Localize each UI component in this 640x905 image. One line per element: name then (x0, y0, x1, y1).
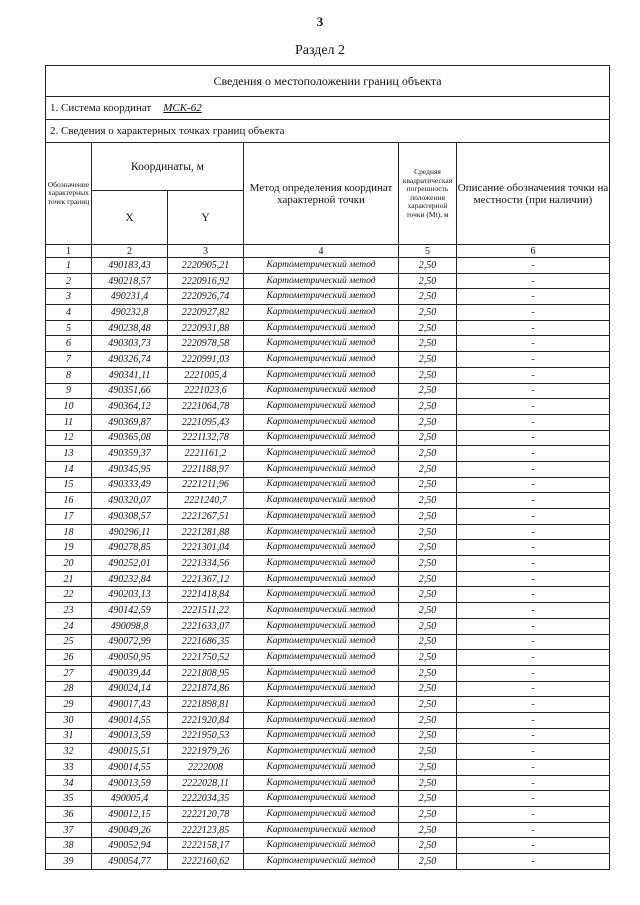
table-row (46, 728, 610, 744)
x-coordinate-cell: 490231,4 (92, 289, 168, 305)
description-cell: - (457, 728, 610, 744)
method-cell: Картометрический метод (244, 509, 399, 525)
x-coordinate-cell: 490072,99 (92, 634, 168, 650)
point-number-cell: 34 (46, 775, 92, 791)
method-cell: Картометрический метод (244, 305, 399, 321)
x-coordinate-cell: 490218,57 (92, 273, 168, 289)
point-number-cell: 30 (46, 712, 92, 728)
x-coordinate-cell: 490326,74 (92, 352, 168, 368)
x-coordinate-cell: 490232,84 (92, 571, 168, 587)
method-cell: Картометрический метод (244, 650, 399, 666)
method-cell: Картометрический метод (244, 430, 399, 446)
table-row (46, 665, 610, 681)
y-coordinate-cell: 2221750,52 (168, 650, 244, 666)
table-row (46, 414, 610, 430)
x-coordinate-cell: 490369,87 (92, 414, 168, 430)
description-cell: - (457, 383, 610, 399)
y-coordinate-cell: 2221334,56 (168, 556, 244, 572)
y-coordinate-cell: 2221005,4 (168, 367, 244, 383)
x-coordinate-cell: 490341,11 (92, 367, 168, 383)
y-coordinate-cell: 2221240,7 (168, 493, 244, 509)
y-coordinate-cell: 2221418,84 (168, 587, 244, 603)
y-coordinate-cell: 2222120,78 (168, 807, 244, 823)
section-title: Раздел 2 (294, 43, 346, 58)
description-cell: - (457, 399, 610, 415)
method-cell: Картометрический метод (244, 493, 399, 509)
header-y: Y (168, 191, 244, 245)
x-coordinate-cell: 490017,43 (92, 697, 168, 713)
error-cell: 2,50 (399, 775, 457, 791)
method-cell: Картометрический метод (244, 258, 399, 274)
y-coordinate-cell: 2221095,43 (168, 414, 244, 430)
y-coordinate-cell: 2221808,95 (168, 665, 244, 681)
method-cell: Картометрический метод (244, 367, 399, 383)
description-cell: - (457, 430, 610, 446)
point-number-cell: 8 (46, 367, 92, 383)
description-cell: - (457, 791, 610, 807)
error-cell: 2,50 (399, 305, 457, 321)
description-cell: - (457, 634, 610, 650)
x-coordinate-cell: 490050,95 (92, 650, 168, 666)
table-row (46, 540, 610, 556)
y-coordinate-cell: 2222034,35 (168, 791, 244, 807)
x-coordinate-cell: 490013,59 (92, 728, 168, 744)
column-number: 3 (168, 245, 244, 258)
x-coordinate-cell: 490183,43 (92, 258, 168, 274)
error-cell: 2,50 (399, 399, 457, 415)
description-cell: - (457, 587, 610, 603)
method-cell: Картометрический метод (244, 712, 399, 728)
y-coordinate-cell: 2221188,97 (168, 461, 244, 477)
y-coordinate-cell: 2221950,53 (168, 728, 244, 744)
y-coordinate-cell: 2221874,86 (168, 681, 244, 697)
error-cell: 2,50 (399, 681, 457, 697)
x-coordinate-cell: 490252,01 (92, 556, 168, 572)
x-coordinate-cell: 490320,07 (92, 493, 168, 509)
point-number-cell: 39 (46, 854, 92, 870)
error-cell: 2,50 (399, 587, 457, 603)
x-coordinate-cell: 490012,15 (92, 807, 168, 823)
x-coordinate-cell: 490303,73 (92, 336, 168, 352)
description-cell: - (457, 603, 610, 619)
x-coordinate-cell: 490142,59 (92, 603, 168, 619)
table-row (46, 681, 610, 697)
table-row (46, 760, 610, 776)
error-cell: 2,50 (399, 838, 457, 854)
table-row (46, 336, 610, 352)
method-cell: Картометрический метод (244, 289, 399, 305)
point-number-cell: 37 (46, 822, 92, 838)
y-coordinate-cell: 2221898,81 (168, 697, 244, 713)
description-cell: - (457, 618, 610, 634)
x-coordinate-cell: 490013,59 (92, 775, 168, 791)
header-error: Средняя квадратическая погрешность положения характерной точки (Mt), м (399, 143, 457, 245)
description-cell: - (457, 461, 610, 477)
point-number-cell: 27 (46, 665, 92, 681)
point-number-cell: 38 (46, 838, 92, 854)
y-coordinate-cell: 2221281,88 (168, 524, 244, 540)
column-number: 2 (92, 245, 168, 258)
point-number-cell: 25 (46, 634, 92, 650)
description-cell: - (457, 838, 610, 854)
table-row (46, 352, 610, 368)
x-coordinate-cell: 490364,12 (92, 399, 168, 415)
point-number-cell: 12 (46, 430, 92, 446)
error-cell: 2,50 (399, 650, 457, 666)
x-coordinate-cell: 490308,57 (92, 509, 168, 525)
description-cell: - (457, 258, 610, 274)
description-cell: - (457, 289, 610, 305)
error-cell: 2,50 (399, 807, 457, 823)
point-number-cell: 6 (46, 336, 92, 352)
x-coordinate-cell: 490052,94 (92, 838, 168, 854)
description-cell: - (457, 807, 610, 823)
description-cell: - (457, 665, 610, 681)
description-cell: - (457, 320, 610, 336)
point-number-cell: 14 (46, 461, 92, 477)
method-cell: Картометрический метод (244, 838, 399, 854)
y-coordinate-cell: 2221064,78 (168, 399, 244, 415)
description-cell: - (457, 305, 610, 321)
point-number-cell: 22 (46, 587, 92, 603)
table-row (46, 634, 610, 650)
method-cell: Картометрический метод (244, 807, 399, 823)
table-row (46, 383, 610, 399)
point-number-cell: 18 (46, 524, 92, 540)
description-cell: - (457, 352, 610, 368)
method-cell: Картометрический метод (244, 399, 399, 415)
header-description: Описание обозначения точки на местности (при наличии) (457, 143, 610, 245)
method-cell: Картометрический метод (244, 414, 399, 430)
table-row (46, 273, 610, 289)
point-number-cell: 20 (46, 556, 92, 572)
point-number-cell: 29 (46, 697, 92, 713)
coordinate-system-label: 1. Система координат (50, 102, 152, 114)
y-coordinate-cell: 2220926,74 (168, 289, 244, 305)
y-coordinate-cell: 2220978,58 (168, 336, 244, 352)
header-x: X (92, 191, 168, 245)
point-number-cell: 16 (46, 493, 92, 509)
method-cell: Картометрический метод (244, 744, 399, 760)
table-row (46, 509, 610, 525)
method-cell: Картометрический метод (244, 634, 399, 650)
description-cell: - (457, 477, 610, 493)
point-number-cell: 33 (46, 760, 92, 776)
point-number-cell: 9 (46, 383, 92, 399)
column-number: 1 (46, 245, 92, 258)
method-cell: Картометрический метод (244, 352, 399, 368)
method-cell: Картометрический метод (244, 791, 399, 807)
error-cell: 2,50 (399, 822, 457, 838)
error-cell: 2,50 (399, 634, 457, 650)
error-cell: 2,50 (399, 524, 457, 540)
x-coordinate-cell: 490278,85 (92, 540, 168, 556)
error-cell: 2,50 (399, 791, 457, 807)
table-row (46, 446, 610, 462)
x-coordinate-cell: 490351,66 (92, 383, 168, 399)
error-cell: 2,50 (399, 665, 457, 681)
method-cell: Картометрический метод (244, 336, 399, 352)
y-coordinate-cell: 2220905,21 (168, 258, 244, 274)
error-cell: 2,50 (399, 477, 457, 493)
y-coordinate-cell: 2222028,11 (168, 775, 244, 791)
y-coordinate-cell: 2222158,17 (168, 838, 244, 854)
method-cell: Картометрический метод (244, 822, 399, 838)
table-row (46, 618, 610, 634)
method-cell: Картометрический метод (244, 383, 399, 399)
description-cell: - (457, 414, 610, 430)
error-cell: 2,50 (399, 697, 457, 713)
table-row (46, 430, 610, 446)
x-coordinate-cell: 490098,8 (92, 618, 168, 634)
point-number-cell: 4 (46, 305, 92, 321)
table-row (46, 712, 610, 728)
table-row (46, 744, 610, 760)
column-number: 6 (457, 245, 610, 258)
method-cell: Картометрический метод (244, 760, 399, 776)
table-row (46, 807, 610, 823)
table-row (46, 650, 610, 666)
method-cell: Картометрический метод (244, 587, 399, 603)
error-cell: 2,50 (399, 571, 457, 587)
y-coordinate-cell: 2220991,03 (168, 352, 244, 368)
table-row (46, 571, 610, 587)
method-cell: Картометрический метод (244, 524, 399, 540)
x-coordinate-cell: 490203,13 (92, 587, 168, 603)
header-method: Метод определения координат характерной точки (244, 143, 399, 245)
error-cell: 2,50 (399, 728, 457, 744)
page-number: 3 (316, 14, 324, 29)
description-cell: - (457, 540, 610, 556)
y-coordinate-cell: 2222008 (168, 760, 244, 776)
x-coordinate-cell: 490296,11 (92, 524, 168, 540)
error-cell: 2,50 (399, 336, 457, 352)
y-coordinate-cell: 2222160,62 (168, 854, 244, 870)
error-cell: 2,50 (399, 461, 457, 477)
point-number-cell: 7 (46, 352, 92, 368)
description-cell: - (457, 446, 610, 462)
error-cell: 2,50 (399, 273, 457, 289)
error-cell: 2,50 (399, 493, 457, 509)
y-coordinate-cell: 2220916,92 (168, 273, 244, 289)
y-coordinate-cell: 2221267,51 (168, 509, 244, 525)
y-coordinate-cell: 2220931,88 (168, 320, 244, 336)
x-coordinate-cell: 490359,37 (92, 446, 168, 462)
x-coordinate-cell: 490365,08 (92, 430, 168, 446)
description-cell: - (457, 712, 610, 728)
table-row (46, 791, 610, 807)
y-coordinate-cell: 2221132,78 (168, 430, 244, 446)
method-cell: Картометрический метод (244, 665, 399, 681)
table-row (46, 854, 610, 870)
table-row (46, 305, 610, 321)
y-coordinate-cell: 2220927,82 (168, 305, 244, 321)
error-cell: 2,50 (399, 744, 457, 760)
table-row (46, 320, 610, 336)
table-row (46, 461, 610, 477)
point-number-cell: 5 (46, 320, 92, 336)
point-number-cell: 13 (46, 446, 92, 462)
method-cell: Картометрический метод (244, 273, 399, 289)
boundary-points-table (45, 65, 610, 870)
y-coordinate-cell: 2221023,6 (168, 383, 244, 399)
x-coordinate-cell: 490333,49 (92, 477, 168, 493)
point-number-cell: 1 (46, 258, 92, 274)
description-cell: - (457, 367, 610, 383)
y-coordinate-cell: 2221979,26 (168, 744, 244, 760)
error-cell: 2,50 (399, 760, 457, 776)
table-row (46, 289, 610, 305)
x-coordinate-cell: 490039,44 (92, 665, 168, 681)
method-cell: Картометрический метод (244, 477, 399, 493)
table-row (46, 556, 610, 572)
y-coordinate-cell: 2221686,35 (168, 634, 244, 650)
error-cell: 2,50 (399, 320, 457, 336)
x-coordinate-cell: 490005,4 (92, 791, 168, 807)
y-coordinate-cell: 2221301,04 (168, 540, 244, 556)
point-number-cell: 10 (46, 399, 92, 415)
table-row (46, 822, 610, 838)
point-number-cell: 3 (46, 289, 92, 305)
point-number-cell: 24 (46, 618, 92, 634)
method-cell: Картометрический метод (244, 728, 399, 744)
method-cell: Картометрический метод (244, 461, 399, 477)
x-coordinate-cell: 490345,95 (92, 461, 168, 477)
header-coordinates: Координаты, м (92, 143, 244, 191)
point-number-cell: 15 (46, 477, 92, 493)
point-number-cell: 23 (46, 603, 92, 619)
x-coordinate-cell: 490024,14 (92, 681, 168, 697)
y-coordinate-cell: 2221511,22 (168, 603, 244, 619)
method-cell: Картометрический метод (244, 854, 399, 870)
description-cell: - (457, 697, 610, 713)
error-cell: 2,50 (399, 446, 457, 462)
column-number: 5 (399, 245, 457, 258)
table-row (46, 603, 610, 619)
point-number-cell: 11 (46, 414, 92, 430)
x-coordinate-cell: 490014,55 (92, 712, 168, 728)
table-row (46, 367, 610, 383)
point-number-cell: 28 (46, 681, 92, 697)
method-cell: Картометрический метод (244, 775, 399, 791)
method-cell: Картометрический метод (244, 446, 399, 462)
method-cell: Картометрический метод (244, 540, 399, 556)
method-cell: Картометрический метод (244, 681, 399, 697)
table-row (46, 493, 610, 509)
error-cell: 2,50 (399, 556, 457, 572)
point-number-cell: 17 (46, 509, 92, 525)
coordinate-system-row (46, 97, 610, 120)
description-cell: - (457, 760, 610, 776)
y-coordinate-cell: 2221211,96 (168, 477, 244, 493)
description-cell: - (457, 650, 610, 666)
y-coordinate-cell: 2221920,84 (168, 712, 244, 728)
table-row (46, 524, 610, 540)
error-cell: 2,50 (399, 367, 457, 383)
point-number-cell: 26 (46, 650, 92, 666)
x-coordinate-cell: 490054,77 (92, 854, 168, 870)
column-numbers-row (46, 245, 610, 258)
error-cell: 2,50 (399, 258, 457, 274)
point-number-cell: 31 (46, 728, 92, 744)
y-coordinate-cell: 2221161,2 (168, 446, 244, 462)
description-cell: - (457, 273, 610, 289)
point-number-cell: 2 (46, 273, 92, 289)
description-cell: - (457, 556, 610, 572)
error-cell: 2,50 (399, 854, 457, 870)
description-cell: - (457, 822, 610, 838)
description-cell: - (457, 681, 610, 697)
y-coordinate-cell: 2221633,07 (168, 618, 244, 634)
table-row (46, 587, 610, 603)
method-cell: Картометрический метод (244, 320, 399, 336)
table-title: Сведения о местоположении границ объекта (46, 66, 610, 97)
column-number: 4 (244, 245, 399, 258)
method-cell: Картометрический метод (244, 697, 399, 713)
table-row (46, 775, 610, 791)
table-row (46, 477, 610, 493)
description-cell: - (457, 775, 610, 791)
description-cell: - (457, 854, 610, 870)
table-row (46, 399, 610, 415)
point-number-cell: 36 (46, 807, 92, 823)
description-cell: - (457, 571, 610, 587)
method-cell: Картометрический метод (244, 556, 399, 572)
error-cell: 2,50 (399, 352, 457, 368)
table-row (46, 697, 610, 713)
error-cell: 2,50 (399, 540, 457, 556)
y-coordinate-cell: 2222123,85 (168, 822, 244, 838)
coordinate-system-value: МСК-62 (163, 102, 202, 114)
y-coordinate-cell: 2221367,12 (168, 571, 244, 587)
x-coordinate-cell: 490238,48 (92, 320, 168, 336)
method-cell: Картометрический метод (244, 618, 399, 634)
description-cell: - (457, 509, 610, 525)
description-cell: - (457, 493, 610, 509)
method-cell: Картометрический метод (244, 603, 399, 619)
description-cell: - (457, 524, 610, 540)
x-coordinate-cell: 490014,55 (92, 760, 168, 776)
error-cell: 2,50 (399, 712, 457, 728)
error-cell: 2,50 (399, 414, 457, 430)
point-number-cell: 35 (46, 791, 92, 807)
error-cell: 2,50 (399, 603, 457, 619)
method-cell: Картометрический метод (244, 571, 399, 587)
error-cell: 2,50 (399, 509, 457, 525)
x-coordinate-cell: 490049,26 (92, 822, 168, 838)
description-cell: - (457, 744, 610, 760)
x-coordinate-cell: 490232,8 (92, 305, 168, 321)
error-cell: 2,50 (399, 430, 457, 446)
table-row (46, 258, 610, 274)
point-number-cell: 32 (46, 744, 92, 760)
points-section-label: 2. Сведения о характерных точках границ объекта (46, 120, 610, 143)
error-cell: 2,50 (399, 289, 457, 305)
error-cell: 2,50 (399, 383, 457, 399)
x-coordinate-cell: 490015,51 (92, 744, 168, 760)
error-cell: 2,50 (399, 618, 457, 634)
point-number-cell: 19 (46, 540, 92, 556)
table-row (46, 838, 610, 854)
description-cell: - (457, 336, 610, 352)
point-number-cell: 21 (46, 571, 92, 587)
header-designation: Обозначение характерных точек границ (46, 143, 92, 245)
